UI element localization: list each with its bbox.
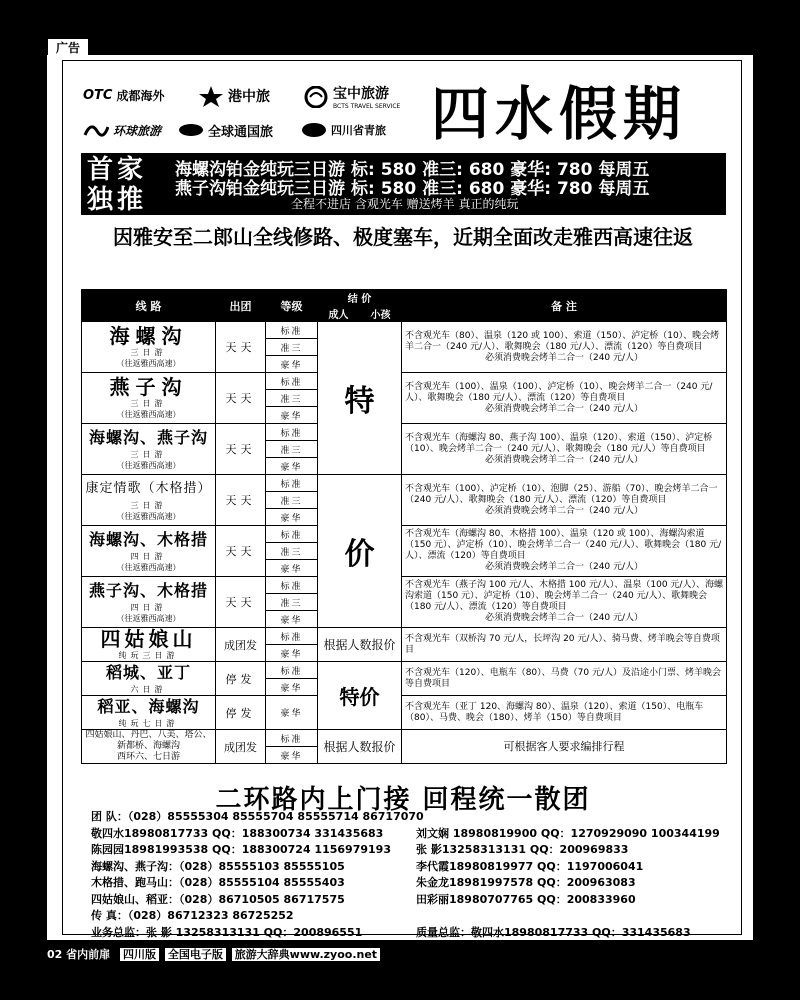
- note-cell: 可根据客人要求编排行程: [402, 730, 727, 764]
- ad-frame: [62, 60, 742, 939]
- route-cell: 海螺沟、燕子沟 三日游 （往返雅西高速）: [82, 424, 216, 475]
- note-cell: 不含观光车（100）、泸定桥（10）、泡脚（25）、游船（70）、晚会烤羊二合一（240 元/人）、歌舞晚会（180 元/人）、漂流（120）等自费项目 必须消费晚会烤羊二合一（240 元/人）: [402, 475, 727, 526]
- note-cell: 不含观光车（120）、电瓶车（80）、马费（70 元/人）及沿途小门票、烤羊晚会等自费项目: [402, 662, 727, 696]
- level-cell: 豪华: [266, 611, 318, 628]
- note-cell: 不含观光车（亚丁 120、海螺沟 80）、温泉（120）、索道（150）、电瓶车（80）、马费、晚会（180）、烤羊（150）等自费项目: [402, 696, 727, 730]
- level-cell: 准三: [266, 339, 318, 356]
- level-cell: 准三: [266, 492, 318, 509]
- route-cell: 康定情歌（木格措） 三日游 （往返雅西高速）: [82, 475, 216, 526]
- badge-icon: [301, 119, 327, 141]
- level-cell: 豪华: [266, 560, 318, 577]
- table-row: [82, 373, 727, 390]
- slogan: 二环路内上门接 回程统一散团: [215, 785, 591, 815]
- section-label: 省内前扉: [66, 948, 111, 961]
- ad-tag: 广告: [47, 38, 89, 58]
- depart-cell: 停发: [216, 662, 266, 696]
- note-cell: 不含观光车（双桥沟 70 元/人，长坪沟 20 元/人）、骑马费、烤羊晚会等自费项目: [402, 628, 727, 662]
- brand-title: 四水假期: [431, 80, 688, 148]
- route-cell: 燕子沟 三日游 （往返雅西高速）: [82, 373, 216, 424]
- depart-cell: 天天: [216, 577, 266, 628]
- huanqiu-logo: 环球旅游: [83, 119, 161, 141]
- special-price-cell: 特价: [318, 662, 402, 730]
- table-row: [82, 322, 727, 339]
- note-cell: 不含观光车（燕子沟 100 元/人、木格措 100 元/人）、温泉（100 元/人）、海螺沟索道（150 元）、泸定桥（10）、晚会烤羊二合一（240 元/人）、歌舞晚会（180 元/人）、漂流（120）等自费项目 必须消费晚会烤羊二合一（240 元/人）: [402, 577, 727, 628]
- header-route: 线 路: [82, 290, 216, 322]
- level-cell: 标准: [266, 628, 318, 645]
- level-cell: 准三: [266, 594, 318, 611]
- depart-cell: 天天: [216, 526, 266, 577]
- header-level: 等级: [266, 290, 318, 322]
- table-row: [82, 424, 727, 441]
- note-cell: 不含观光车（海螺沟 80、燕子沟 100）、温泉（120）、索道（150）、泸定桥（10）、晚会烤羊二合一（240 元/人）、歌舞晚会（180 元/人）等自费项目 必须消费晚会烤羊二合一（240 元/人）: [402, 424, 727, 475]
- level-cell: 标准: [266, 475, 318, 492]
- partner-logos: [83, 81, 423, 147]
- promo-tag: 首家 独推: [87, 155, 148, 215]
- edition-label: 全国电子版: [165, 948, 226, 961]
- route-cell: 四姑娘山、丹巴、八美、塔公、新都桥、海螺沟 西环六、七日游: [82, 730, 216, 764]
- level-cell: 豪华: [266, 356, 318, 373]
- table-row: [82, 628, 727, 645]
- level-cell: 准三: [266, 441, 318, 458]
- route-notice: 因雅安至二郎山全线修路、极度塞车，近期全面改走雅西高速往返: [113, 225, 693, 249]
- note-cell: 不含观光车（海螺沟 80、木格措 100）、温泉（120 或 100）、海螺沟索道（150 元）、泸定桥（10）、晚会烤羊二合一（240 元/人）、歌舞晚会（180 元/人）、漂流（120）等自费项目 必须消费晚会烤羊二合一（240 元/人）: [402, 526, 727, 577]
- header-note: 备 注: [402, 290, 727, 322]
- quote-price-cell: 根据人数报价: [318, 628, 402, 662]
- special-price-cell: 价: [318, 475, 402, 628]
- depart-cell: 天天: [216, 373, 266, 424]
- table-row: [82, 730, 727, 747]
- table-row: [82, 526, 727, 543]
- level-cell: 标准: [266, 662, 318, 679]
- plane-icon: [178, 119, 204, 141]
- quanqiutong-logo: 全球通国旅: [178, 119, 273, 141]
- page-number: 02: [47, 948, 63, 961]
- level-cell: 标准: [266, 424, 318, 441]
- route-cell: 四姑娘山 纯玩三日游: [82, 628, 216, 662]
- level-cell: 标准: [266, 322, 318, 339]
- contact-row: 四姑娘山、稻亚：（028）86710505 86717575 田彩丽18980707765 QQ：200833960: [91, 892, 636, 906]
- level-cell: 豪华: [266, 407, 318, 424]
- level-cell: 准三: [266, 390, 318, 407]
- star-icon: [198, 85, 224, 107]
- promo-row: 海螺沟铂金纯玩三日游 标: 580 准三: 680 豪华: 780 每周五: [175, 160, 650, 180]
- header-adult: 成人: [318, 306, 360, 322]
- page-footer: [47, 945, 380, 965]
- contact-row: 海螺沟、燕子沟：（028）85555103 85555105 李代霞18980819977 QQ：1197006041: [91, 859, 644, 873]
- edition-brand: 四川版: [120, 948, 159, 961]
- promo-row: 燕子沟铂金纯玩三日游 标: 580 准三: 680 豪华: 780 每周五: [175, 179, 650, 199]
- level-cell: 准三: [266, 543, 318, 560]
- header-depart: 出团: [216, 290, 266, 322]
- note-cell: 不含观光车（100）、温泉（100）、泸定桥（10）、晚会烤羊二合一（240 元/人）、歌舞晚会（180 元/人）、漂流（120）等自费项目 必须消费晚会烤羊二合一（240 元/人）: [402, 373, 727, 424]
- level-cell: 豪华: [266, 747, 318, 764]
- contact-row: 业务总监：张 影 13258313131 QQ：200896551 质量总监：敬四水18980817733 QQ：331435683: [91, 925, 691, 939]
- sichuan-youth-logo: 四川省青旅: [301, 119, 386, 141]
- depart-cell: 成团发: [216, 730, 266, 764]
- table-row: [82, 662, 727, 679]
- price-table: [81, 289, 727, 764]
- header-price: 结 价: [318, 290, 402, 306]
- table-row: [82, 475, 727, 492]
- route-cell: 燕子沟、木格措 四日游 （往返雅西高速）: [82, 577, 216, 628]
- special-price-cell: 特: [318, 322, 402, 475]
- level-cell: 豪华: [266, 509, 318, 526]
- wave-icon: [83, 119, 109, 141]
- swirl-icon: [303, 86, 329, 108]
- depart-cell: 停发: [216, 696, 266, 730]
- promo-footer: 全程不进店 含观光车 赠送烤羊 真正的纯玩: [291, 197, 519, 211]
- contact-row: 传 真：（028）86712323 86725252: [91, 909, 294, 922]
- header-child: 小孩: [360, 306, 402, 322]
- route-cell: 海螺沟、木格措 四日游 （往返雅西高速）: [82, 526, 216, 577]
- route-cell: 海螺沟 三日游 （往返雅西高速）: [82, 322, 216, 373]
- level-cell: 豪华: [266, 696, 318, 730]
- level-cell: 标准: [266, 373, 318, 390]
- level-cell: 标准: [266, 577, 318, 594]
- bcts-logo: 宝中旅游 BCTS TRAVEL SERVICE: [303, 83, 400, 110]
- note-cell: 不含观光车（80）、温泉（120 或 100）、索道（150）、泸定桥（10）、晚会烤羊二合一（240 元/人）、歌舞晚会（180 元/人）、漂流（120）等自费项目 必须消费晚会烤羊二合一（240 元/人）: [402, 322, 727, 373]
- route-cell: 稻亚、海螺沟 纯玩七日游: [82, 696, 216, 730]
- level-cell: 豪华: [266, 679, 318, 696]
- depart-cell: 天天: [216, 475, 266, 526]
- ad-page: [47, 55, 753, 940]
- cts-logo: 港中旅: [198, 85, 270, 107]
- level-cell: 豪华: [266, 458, 318, 475]
- quote-price-cell: 根据人数报价: [318, 730, 402, 764]
- depart-cell: 天天: [216, 424, 266, 475]
- depart-cell: 成团发: [216, 628, 266, 662]
- route-cell: 稻城、亚丁 六日游: [82, 662, 216, 696]
- contact-row: 陈园园18981993538 QQ：188300724 1156979193 张 影13258313131 QQ：200969833: [91, 843, 629, 856]
- site-link[interactable]: 旅游大辞典www.zyoo.net: [232, 948, 380, 961]
- promo-banner: [81, 153, 726, 215]
- table-row: [82, 577, 727, 594]
- level-cell: 标准: [266, 526, 318, 543]
- contact-row: 团 队：（028）85555304 85555704 85555714 86717070: [91, 810, 424, 823]
- contact-list: [91, 809, 741, 941]
- level-cell: 豪华: [266, 645, 318, 662]
- contact-row: 木格措、跑马山：（028）85555104 85555403 朱金龙18981997578 QQ：200963083: [91, 876, 636, 889]
- level-cell: 标准: [266, 730, 318, 747]
- depart-cell: 天天: [216, 322, 266, 373]
- otc-logo: OTC 成都海外: [83, 88, 165, 103]
- contact-row: 敬四水18980817733 QQ：188300734 331435683 刘文娴 18980819900 QQ：1270929090 100344199: [91, 826, 720, 840]
